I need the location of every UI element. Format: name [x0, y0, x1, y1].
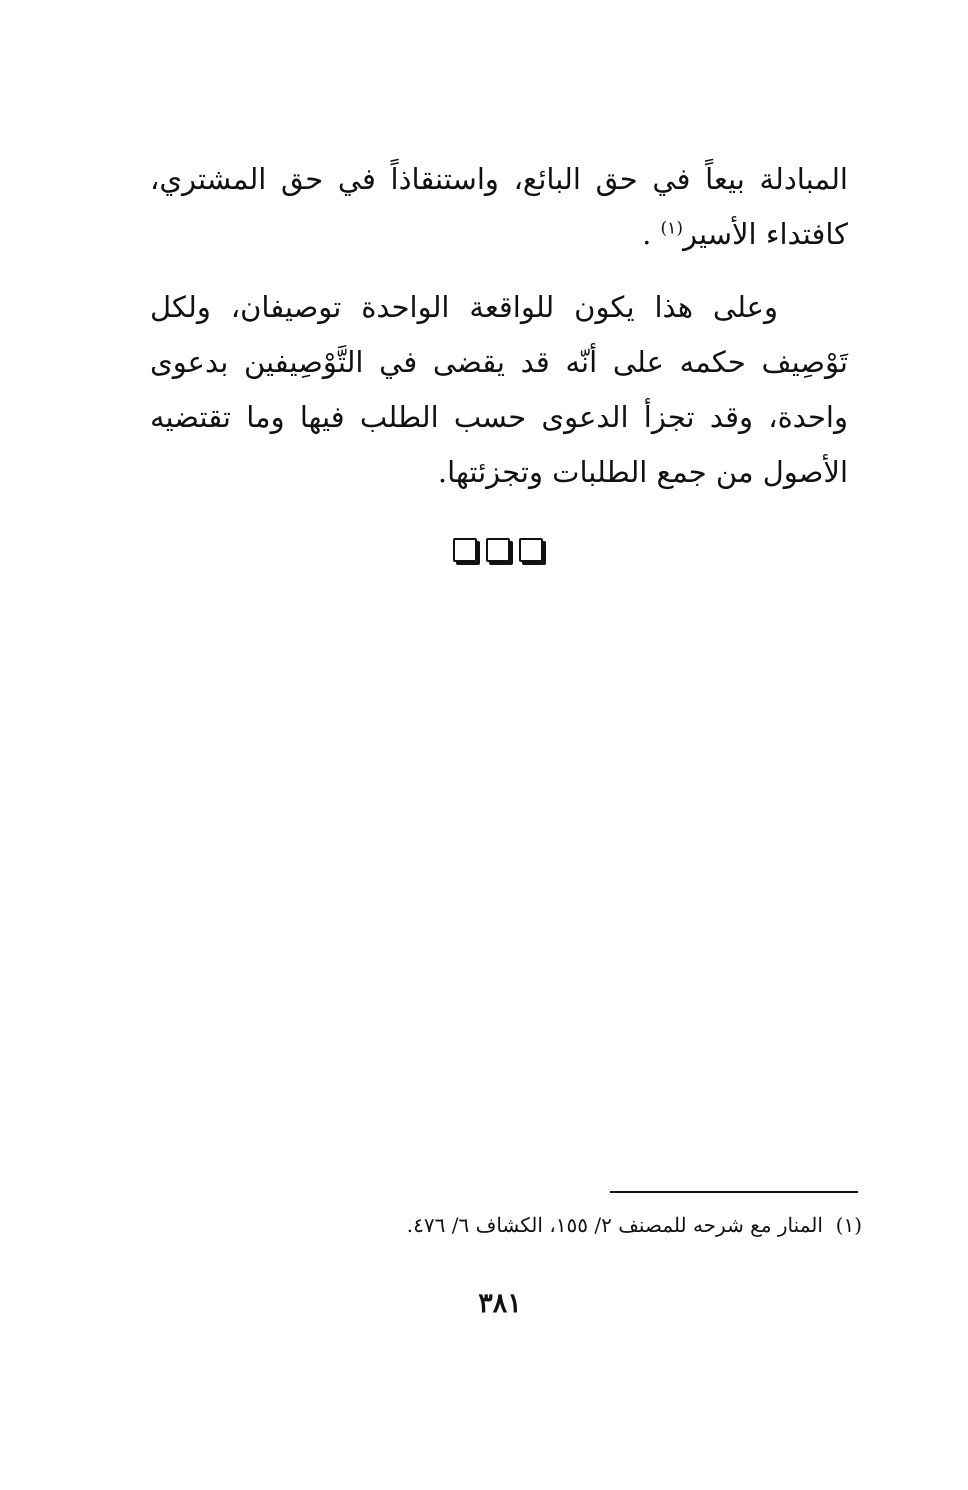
paragraph-1-end: . [642, 217, 652, 251]
paragraph-2: وعلى هذا يكون للواقعة الواحدة توصيفان، ولكل تَوْصِيف حكمه على أنّه قد يقضى في التَّوْصِيفين بدعوى واحدة، وقد تجزأ الدعوى حسب الطلب فيها وما تقتضيه الأصول من جمع الطلبات وتجزئتها. [150, 290, 848, 489]
footnote-reference[interactable]: (١) [660, 218, 683, 239]
square-box-icon [486, 538, 510, 562]
paragraph-1-text: المبادلة بيعاً في حق البائع، واستنقاذاً في حق المشتري، كافتداء الأسير [150, 162, 848, 251]
footnote-separator [610, 1191, 858, 1193]
square-box-icon [519, 538, 543, 562]
footnote-text: المنار مع شرحه للمصنف ٢/ ١٥٥، الكشاف ٦/ ٤٧٦. [406, 1213, 823, 1237]
section-divider-ornament [453, 538, 563, 568]
footnote-marker: (١) [835, 1213, 862, 1237]
paragraph-1 [150, 152, 848, 262]
page-number: ٣٨١ [478, 1288, 522, 1319]
square-box-icon [453, 538, 477, 562]
footnote [340, 1210, 862, 1240]
